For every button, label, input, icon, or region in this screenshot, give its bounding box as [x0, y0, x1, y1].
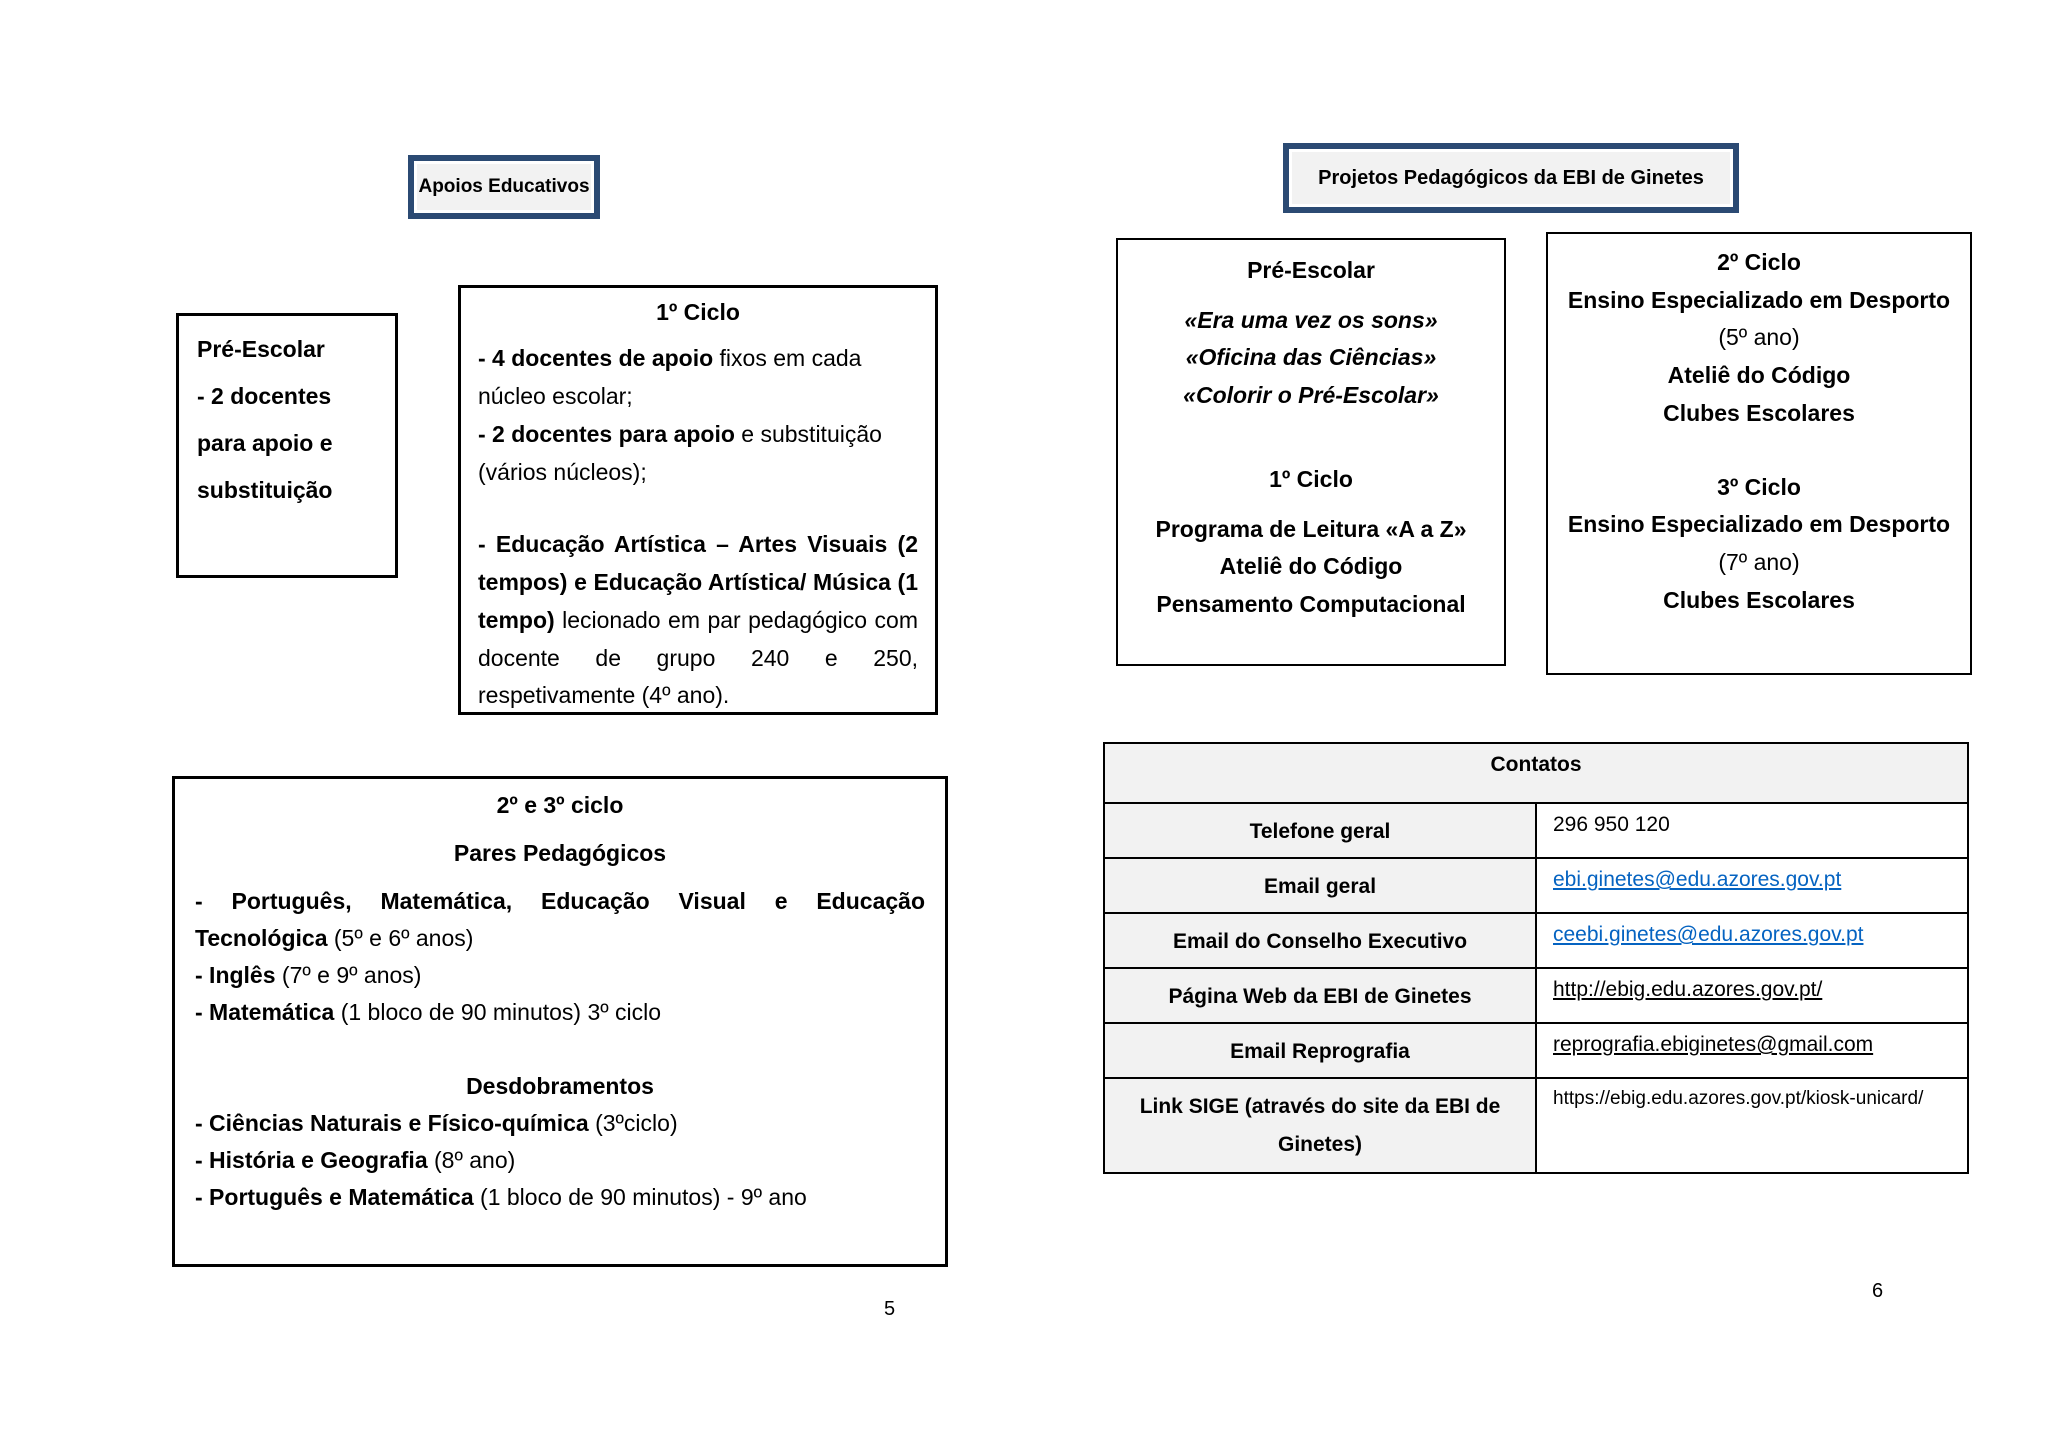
page-number-5: 5 [884, 1298, 896, 1320]
project-name: Ensino Especializado em Desporto [1567, 511, 1951, 538]
contact-label: Página Web da EBI de Ginetes [1104, 968, 1536, 1023]
desdobramentos-heading: Desdobramentos [466, 1072, 654, 1099]
sige-link-value: https://ebig.edu.azores.gov.pt/kiosk-unicard/ [1536, 1078, 1968, 1173]
contact-label: Link SIGE (através do site da EBI de Ginetes) [1104, 1078, 1536, 1173]
contact-label: Email Reprografia [1104, 1023, 1536, 1078]
ciclo2-projects-heading: 2º Ciclo [1717, 249, 1801, 275]
contacts-table-header-row [1104, 743, 1968, 803]
pre-escolar-heading: Pré-Escolar [197, 336, 325, 362]
ciclo1-heading: 1º Ciclo [656, 299, 740, 325]
project-name: Clubes Escolares [1663, 399, 1855, 426]
ciclo3-projects-heading: 3º Ciclo [1717, 473, 1801, 500]
contact-label: Telefone geral [1104, 803, 1536, 858]
pre-escolar-projects-box [1116, 238, 1506, 666]
table-row [1104, 803, 1968, 858]
contacts-table-title: Contatos [1104, 743, 1968, 803]
ciclo23-item: - Português e Matemática (1 bloco de 90 minutos) - 9º ano [195, 1184, 807, 1211]
ciclo23-item: - Matemática (1 bloco de 90 minutos) 3º ciclo [195, 999, 662, 1026]
ciclo23-support-box [172, 776, 948, 1267]
project-detail: (7º ano) [1718, 549, 1800, 576]
projetos-pedagogicos-title-box [1283, 143, 1739, 213]
ciclo1-item: - 2 docentes para apoio e substituição (vários núcleos); [478, 420, 882, 485]
pre-escolar-projects-heading: Pré-Escolar [1247, 257, 1375, 283]
ciclo23-item: - História e Geografia (8º ano) [195, 1147, 516, 1173]
project-name: «Colorir o Pré-Escolar» [1183, 382, 1439, 409]
ciclo23-item: - Português, Matemática, Educação Visual e Educação Tecnológica (5º e 6º anos) [195, 887, 925, 951]
contact-value-phone: 296 950 120 [1536, 803, 1968, 858]
email-conselho-link[interactable]: ceebi.ginetes@edu.azores.gov.pt [1553, 923, 1864, 946]
ciclo1-support-box [458, 285, 938, 715]
project-name: Programa de Leitura «A a Z» [1155, 515, 1467, 542]
pre-escolar-line: - 2 docentes [197, 383, 332, 410]
project-name: Ateliê do Código [1667, 362, 1851, 389]
table-row [1104, 913, 1968, 968]
ciclo1-projects-heading: 1º Ciclo [1269, 465, 1353, 492]
project-name: Clubes Escolares [1663, 586, 1855, 613]
table-row [1104, 858, 1968, 913]
pre-escolar-line: para apoio e [197, 430, 333, 457]
website-link[interactable]: http://ebig.edu.azores.gov.pt/ [1553, 978, 1823, 1001]
table-row [1104, 1023, 1968, 1078]
projetos-pedagogicos-title: Projetos Pedagógicos da EBI de Ginetes [1318, 166, 1704, 189]
ciclo23-item: - Inglês (7º e 9º anos) [195, 962, 422, 988]
contact-label: Email do Conselho Executivo [1104, 913, 1536, 968]
project-name: «Oficina das Ciências» [1185, 344, 1437, 371]
pre-escolar-line: substituição [197, 477, 333, 504]
contact-label: Email geral [1104, 858, 1536, 913]
project-name: Ateliê do Código [1219, 553, 1403, 580]
table-row [1104, 968, 1968, 1023]
ciclo23-heading: 2º e 3º ciclo [496, 792, 624, 818]
apoios-educativos-title-box [408, 155, 600, 219]
ciclo1-item: - Educação Artística – Artes Visuais (2 tempos) e Educação Artística/ Música (1 tempo) lecionado em par pedagógico com docente de grupo 240 e 250, respetivamente (4º ano). [478, 530, 918, 709]
project-name: Ensino Especializado em Desporto [1567, 286, 1951, 313]
ciclo1-item: - 4 docentes de apoio fixos em cada núcleo escolar; [478, 344, 862, 409]
email-reprografia-link[interactable]: reprografia.ebiginetes@gmail.com [1553, 1033, 1874, 1056]
project-name: Pensamento Computacional [1156, 591, 1466, 618]
apoios-educativos-title: Apoios Educativos [418, 176, 590, 197]
page-number-6: 6 [1872, 1280, 1884, 1302]
contacts-table [1103, 742, 1969, 1174]
ciclo23-item: - Ciências Naturais e Físico-química (3ºciclo) [195, 1109, 678, 1136]
table-row [1104, 1078, 1968, 1173]
pre-escolar-support-box [176, 313, 398, 578]
email-geral-link[interactable]: ebi.ginetes@edu.azores.gov.pt [1553, 868, 1842, 891]
project-detail: (5º ano) [1718, 324, 1800, 351]
project-name: «Era uma vez os sons» [1184, 306, 1438, 333]
ciclos-projects-box [1546, 232, 1972, 675]
pares-pedagogicos-heading: Pares Pedagógicos [453, 840, 667, 867]
